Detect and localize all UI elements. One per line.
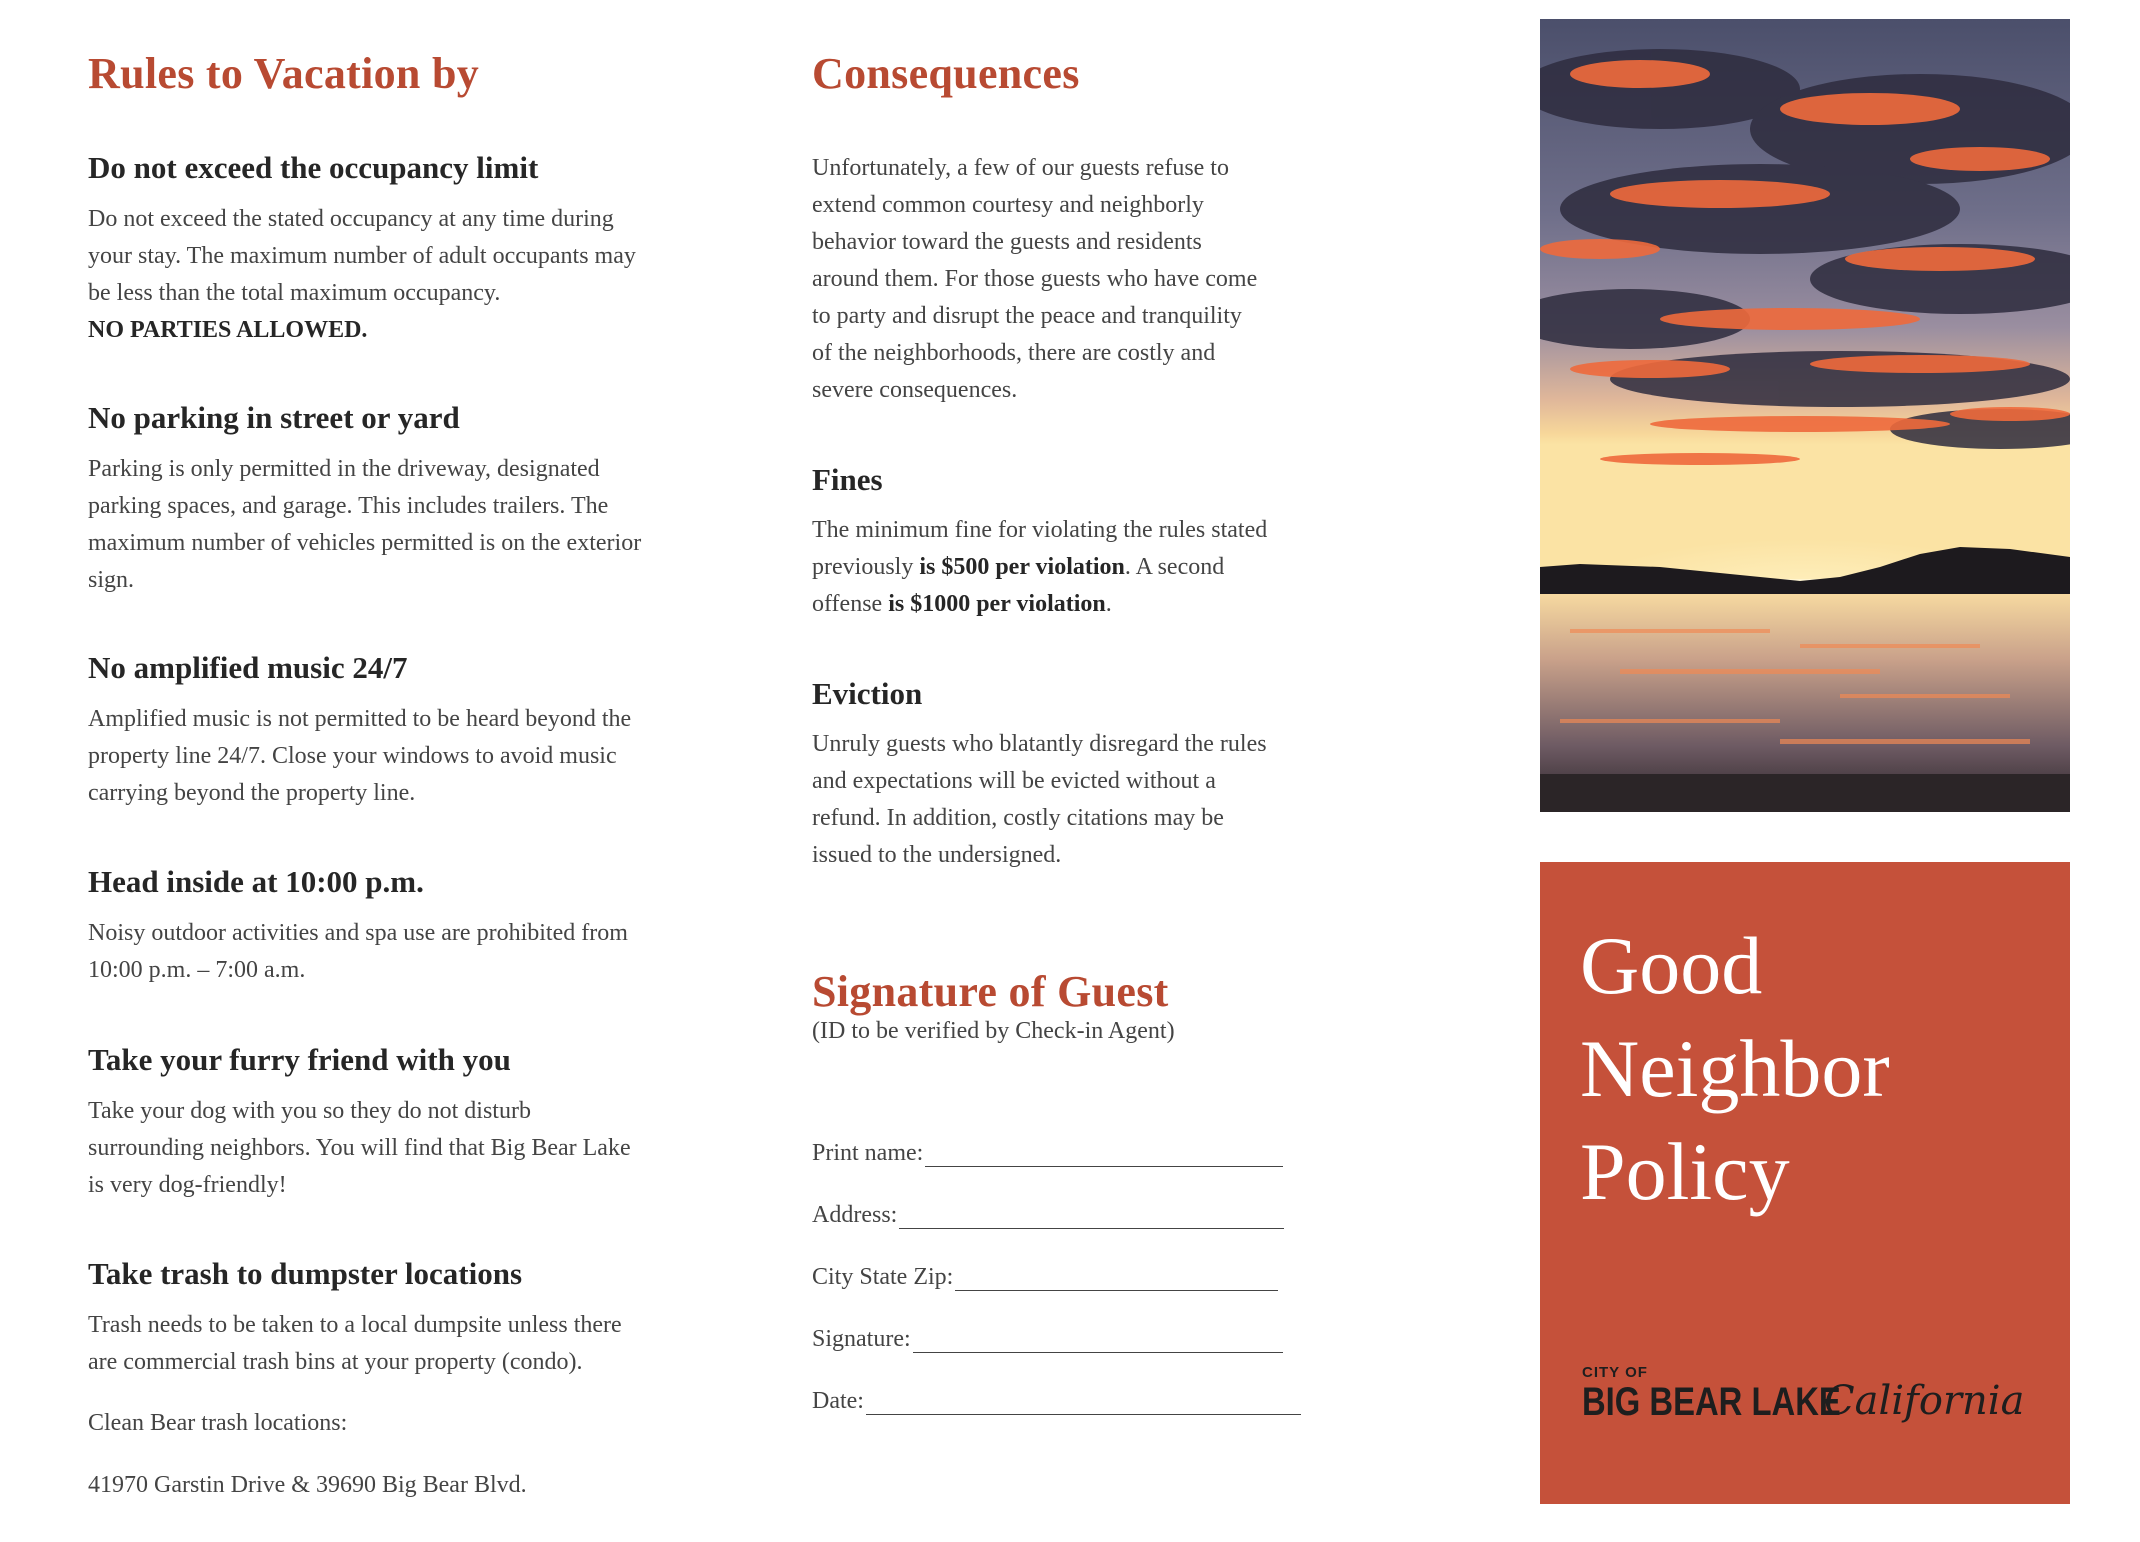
signature-label: Signature:: [812, 1326, 911, 1352]
rule-body-trash: Trash needs to be taken to a local dumpsite unless there are commercial trash bins at your property (condo).: [88, 1312, 622, 1375]
date-line[interactable]: [866, 1392, 1301, 1415]
rule-title-music: No amplified music 24/7: [88, 650, 408, 685]
rule-title-occupancy: Do not exceed the occupancy limit: [88, 150, 539, 185]
date-label: Date:: [812, 1388, 864, 1414]
signature-line[interactable]: [913, 1330, 1283, 1353]
trash-locations-address: 41970 Garstin Drive & 39690 Big Bear Blvd.: [88, 1472, 527, 1498]
fines-body: The minimum fine for violating the rules stated previously is $500 per violation. A second offense is $1000 per violation.: [812, 517, 1268, 617]
fines-title: Fines: [812, 462, 883, 497]
print-name-field[interactable]: [812, 1140, 1283, 1167]
logo-city-of: CITY OF: [1582, 1364, 1648, 1381]
rule-body-occupancy: Do not exceed the stated occupancy at any time during your stay. The maximum number of adult occupants may be less than the total maximum occupancy. NO PARTIES ALLOWED.: [88, 206, 636, 343]
print-name-label: Print name:: [812, 1140, 924, 1166]
cover-panel: [1540, 862, 2070, 1504]
signature-subheading: (ID to be verified by Check-in Agent): [812, 1018, 1175, 1044]
city-state-zip-field[interactable]: [812, 1264, 1278, 1291]
rule-title-trash: Take trash to dumpster locations: [88, 1256, 523, 1291]
eviction-title: Eviction: [812, 676, 923, 711]
signature-field[interactable]: [812, 1326, 1283, 1353]
trash-locations-label: Clean Bear trash locations:: [88, 1410, 348, 1436]
rule-title-parking: No parking in street or yard: [88, 400, 460, 435]
date-field[interactable]: [812, 1388, 1301, 1415]
rule-title-pets: Take your furry friend with you: [88, 1042, 511, 1077]
print-name-line[interactable]: [925, 1144, 1283, 1167]
rules-heading: Rules to Vacation by: [88, 49, 480, 98]
rule-title-curfew: Head inside at 10:00 p.m.: [88, 864, 424, 899]
sunset-lake-photo: [1540, 19, 2070, 812]
address-field[interactable]: [812, 1202, 1284, 1229]
consequences-heading: Consequences: [812, 49, 1080, 98]
city-state-zip-label: City State Zip:: [812, 1264, 954, 1290]
rule-body-music: Amplified music is not permitted to be heard beyond the property line 24/7. Close your windows to avoid music carrying beyond the property line.: [88, 706, 632, 806]
eviction-body: Unruly guests who blatantly disregard the rules and expectations will be evicted without a refund. In addition, costly citations may be issued to the undersigned.: [812, 731, 1267, 868]
address-label: Address:: [812, 1202, 898, 1228]
consequences-intro: Unfortunately, a few of our guests refuse to extend common courtesy and neighborly behavior toward the guests and residents around them. For those guests who have come to party and disrupt the peace and tranquility of the neighborhoods, there are costly and severe consequences.: [812, 155, 1258, 403]
cover-title: Good Neighbor Policy: [1580, 920, 1890, 1217]
logo-california-script: California: [1824, 1378, 2025, 1424]
city-logo: [1582, 1364, 2042, 1464]
no-parties-notice: NO PARTIES ALLOWED.: [88, 317, 368, 343]
logo-big-bear-lake: BIG BEAR LAKE: [1582, 1380, 1841, 1424]
rule-body-parking: Parking is only permitted in the driveway, designated parking spaces, and garage. This includes trailers. The maximum number of vehicles permitted is on the exterior sign.: [88, 456, 642, 593]
rule-body-curfew: Noisy outdoor activities and spa use are prohibited from 10:00 p.m. – 7:00 a.m.: [88, 920, 628, 983]
rule-body-pets: Take your dog with you so they do not disturb surrounding neighbors. You will find that Big Bear Lake is very dog-friendly!: [88, 1098, 631, 1198]
city-state-zip-line[interactable]: [955, 1268, 1278, 1291]
address-line[interactable]: [899, 1206, 1284, 1229]
signature-heading: Signature of Guest: [812, 967, 1169, 1016]
